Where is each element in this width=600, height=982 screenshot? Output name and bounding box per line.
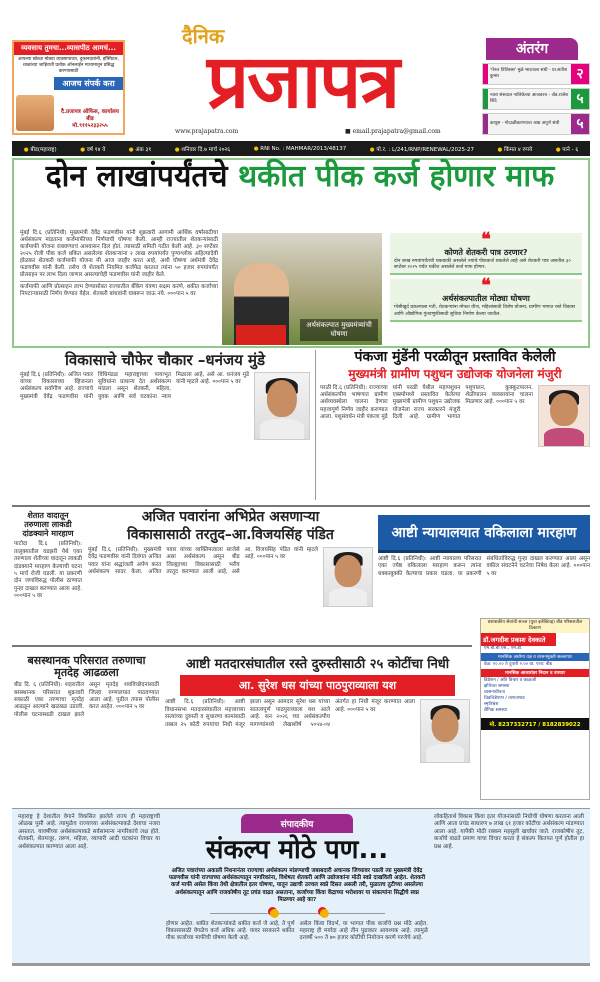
lawyer-story — [378, 515, 590, 578]
editorial-col-right: लोकहितार्थ विकास किंवा इतर योजनांसाठी निधीची घोषणा करताना आली आणि आता प्रचंड साधारण ७ लाख ६१ हजार कोटींचा अर्थसंकल्प मांडण्यात आला आहे. यापैकी मोठी रक्कम महसुली खर्चावर जाते. राजकोषीय तूट, कर्जाचे वाढते प्रमाण याचा विचार करता हे संकल्प कितपत पूर्ण होतील हा प्रश्न आहे. — [434, 814, 584, 850]
ad-section-title: मानसिक आजारांवर निदान व उपचार — [481, 669, 589, 677]
top-advertisement[interactable] — [12, 40, 125, 135]
inside-pages-index — [482, 38, 590, 136]
website-link[interactable]: www.prajapatra.com — [175, 128, 239, 135]
ad-list-item: स्मृतिभ्रंश — [484, 702, 499, 707]
pages: ● पाने - ६ — [556, 145, 579, 153]
ad-cta: आजच संपर्क करा — [54, 77, 123, 90]
pankaja-headline-line1[interactable]: पंकजा मुंडेंनी परळीतून प्रस्तावित केलेली — [354, 349, 556, 365]
postal-reg: ● पो.र. : L/241/RNP/RENEWAL/2025-27 — [370, 145, 474, 153]
page-number: ५ — [571, 114, 589, 134]
ad-list-item: झोपेच्या समस्या — [484, 684, 510, 689]
index-title: अंतरंग — [486, 38, 578, 60]
editorial-col-mid1: होणार आहेत. थकीत शेतकऱ्यांकडे थकीत कर्ज जे आहे, ते पूर्ण विकासासाठी वेगळेच कर्ज अधिक आहे. यावर सरकारने थकीत पीक कर्जाच्या माफीची घोषणा केली आहे. — [166, 920, 295, 942]
editorial-lead: अजित पवारांच्या अकाली निधनानंतर राज्याचा अर्थसंकल्प मांडण्याची जबाबदारी अचानक जिच्यावर पडली त्या मुख्यमंत्री देवेंद्र फडणवीस यांनी राज्याच्या अर्थसंकल्पातून नागरिकांना, विशेषतः शेतकरी आणि उद्योजकांना मोठी स्वप्ने दाखविली आहेत. शेतकरी कर्ज माफी असेल किंवा तेथी क्षेत्रातील इतर घोषणा, यातून उद्याची उज्वल स्वप्ने दिसत असली तरी, मुळातच तुटीच्या असलेल्या अर्थसंकल्पातून आणि राजकोषीय तूट प्रचंड वाढत असताना, कर्जाच्या किंवा केंद्राच्या भरोशावर या संकल्पांना सिद्धीचे स्वप्न मिळणार आहे का? — [168, 867, 426, 904]
section-divider — [12, 505, 590, 507]
quote-title: अर्थसंकल्पातील मोठ्या घोषणा — [442, 294, 530, 304]
lead-continuation: कर्जमाफी आणि प्रोत्साहन लाभ देण्यासोबत राज्यातील बँकिंग यंत्रणा सक्षम करणे, थकीत कर्जाच्या निपटाऱ्यासाठी निर्णय घेण्यात येईल. शेतकरी बांधवांनी घाबरून जाऊ नये. ०००पान ५ वर — [20, 284, 218, 297]
editorial-tag: संपादकीय — [241, 814, 353, 833]
roads-headline[interactable]: आष्टी मतदारसंघातील रस्ते दुरुस्तीसाठी २५ कोटींचा निधी — [185, 657, 450, 672]
editorial-col-mid2: असेल किंवा विदर्भ, या भागात पीक कर्जाचे प्रश्न मोठे आहेत. महाराष्ट्र ही मर्यादा आहे तीन पुढाकार आवश्यक आहे. त्यामुळे दरवर्षी ५०० ते ७० हजार कोटींची नियोजन करणे गरजेचे आहे. — [299, 920, 428, 942]
ad-office: दै.प्रजापत्र ऑफिस, कार्यालय बीड — [61, 109, 119, 122]
editorial-col-left: महाराष्ट्र हे देशातील वेगाने विकसित झालेले राज्य ही महाराष्ट्राची ओळख पुसी आहे. त्यामुळेच राज्याच्या अर्थसंकल्पाकडे देशाचा नजरा असतात. यावर्षीच्या अर्थसंकल्पाकडे सर्वसामान्य नागरिकांचे लक्ष होते. शेतकरी, शेतमजूर, तरुण, महिला, व्यापारी आदी घटकांना विचार या अर्थसंकल्पात करण्यात आला आहे. — [18, 814, 160, 850]
quote-body: दोन लाख रुपयांपर्यंतची थकबाकी असलेले ज्यांचे पीककर्ज थकलेले आहे असे शेतकरी पात्र असतील.३० सप्टेंबर २०२५ पर्यंत थकीत असलेले कर्ज माफ होणार. — [394, 259, 571, 271]
edition-info-bar — [12, 141, 590, 156]
lead-photo — [222, 233, 382, 345]
lawyer-body: आष्टी दि.६ (प्रतिनिधी): आष्टी न्यायालय परिसरात एका ज्येष्ठ वकिलाला मारहाण करून त्यांना धक्काबुक्की केल्याचा प्रकार घडला. या प्रकरणी संबंधितांविरुद्ध गुन्हा दाखल करण्यात आला असून वकील संघटनेने घटनेचा निषेध केला आहे. ०००पान ५ वर — [378, 556, 590, 577]
ad-top-line: प्रशासकीय सेवांची सज्ज (युवा इलेक्टिव्ह) बीड परिसरातील ठिकाण — [481, 619, 589, 633]
price: ● किंमत ४ रुपये — [498, 145, 533, 153]
ad-list-item: व्यसनाधीनता — [484, 690, 506, 695]
pandit-story — [88, 510, 373, 607]
index-item[interactable]: कापूस - गोदाळीकरण्याचा आड अपूर्ण संधी ५ — [482, 113, 590, 135]
farm-assault-story — [14, 512, 82, 601]
lawyer-headline[interactable]: आष्टी न्यायालयात वकिलाला मारहाण — [378, 515, 590, 553]
farm-assault-body: पाटोदा दि.६ (प्रतिनिधी): तालुक्यातील वडझरी येथे एका तरुणाला शेतीच्या वादातून लाकडी दांडक्याने मारहाण केल्याची घटना ५ मार्च रोजी घडली. या प्रकरणी दोन जणांविरुद्ध पोलीस ठाण्यात गुन्हा दाखल करण्यात आला आहे. ०००पान ५ वर — [14, 541, 82, 600]
ad-list-item: डिप्रेशन / अति विचार व काळजी — [484, 678, 537, 683]
editorial-box — [12, 808, 590, 966]
quote-icon: ❝ — [481, 229, 491, 250]
pandit-body: मुंबई दि.६ (प्रतिनिधी): मुख्यमंत्री देवेंद्र फडणवीस यांनी दिवंगत अजित पवार यांना श्रद्धांजली अर्पण करत अर्थसंकल्प सादर केला. अजित पवार यांच्या व्यक्तिमत्वाला साजेसे असा अर्थसंकल्प असून बीड जिल्ह्याच्या विकासासाठी भरीव तरतूद करण्यात आली आहे, असे आ. विजयसिंह पंडित यांनी म्हटले आहे. ०००पान ५ वर — [88, 546, 318, 575]
masthead-logo: प्रजापत्र — [206, 39, 399, 125]
photo-caption: अर्थसंकल्पात मुख्यमंत्र्यांची घोषणा — [300, 319, 378, 341]
page-number: ५ — [571, 89, 589, 109]
masthead-prefix: दैनिक — [182, 24, 225, 48]
ad-specialty: मानसिक आरोग्य तज्ञ व व्यसनमुक्ती सल्लागार — [481, 653, 589, 661]
munde-photo — [254, 372, 310, 440]
pandit-headline-line2[interactable]: विकासासाठी तरतुद–आ.विजयसिंह पंडित — [127, 527, 334, 544]
index-item[interactable]: नवरा संसदाल नालिकेच्या आजवरच - ॲड.राजेश शिंदे ५ — [482, 88, 590, 110]
pankaja-story — [320, 350, 590, 447]
rni-number: ● RNI No. : MAHMAR/2013/48137 — [254, 146, 347, 152]
pankaja-headline-line2[interactable]: मुख्यमंत्री ग्रामीण पशुधन उद्योजक योजनेला मंजुरी — [348, 367, 562, 382]
pandit-photo — [323, 547, 373, 607]
ad-phone: मो. 8237332717 / 8182839022 — [481, 718, 589, 730]
body-found-headline[interactable]: बसस्थानक परिसरात तरुणाचा मृतदेह आढळला — [27, 654, 146, 680]
quote-icon: ❝ — [481, 275, 491, 297]
munde-story — [20, 352, 310, 440]
ad-phone: मो.९११५२३३२५५ — [72, 123, 108, 129]
index-item[interactable]: 'पॅनल तिलिसस' मुळे भारताला संधी - प्रा.सतीश कुमार २ — [482, 63, 590, 85]
pankaja-photo — [538, 385, 590, 447]
ad-list-item: चिडचिडेपणा / ताणतणाव — [484, 696, 525, 701]
quote-body: गोसीखुर्द प्रकल्पाला गती, शेतकऱ्यांना मोफत वीज, महिलांसाठी विशेष योजना, ग्रामीण भागात रस्ते विकास आणि औद्योगिक गुंतवणुकीसाठी सुविधा निर्माण केल्या जातील. — [394, 305, 576, 317]
ad-address: वेळ: १०.०० ते दुपारी २.०० वा. पत्ता: बीड — [484, 662, 552, 667]
farm-assault-headline[interactable]: शेतात वादातून तरुणाला लाकडी दांडक्याने मारहाण — [22, 511, 74, 538]
lead-headline[interactable]: दोन लाखांपर्यंतचे थकीत पीक कर्ज होणार माफ — [45, 159, 555, 194]
ad-title: व्यवसाय तुमचा...व्यासपीठ आमचं... — [14, 42, 123, 55]
roads-body: आष्टी दि.६ (प्रतिनिधी): आष्टी विधानसभा मतदारसंघातील महत्त्वाच्या रस्त्यांच्या दुरुस्ती व सुधारणा कामांसाठी तब्बल २५ कोटी रुपयांचा निधी मंजूर झाला असून आमदार सुरेश धस यांच्या सातत्यपूर्ण पाठपुराव्याला यश आले आहे. सन २०२६ च्या अर्थसंकल्पीय मागण्यांमध्ये लेखाशीर्ष ५०५४-०४ अंतर्गत हा निधी मंजूर करण्यात आला आहे. ०००पान ५ वर — [165, 699, 415, 728]
munde-headline[interactable]: विकासाचे चौफेर चौकार –धनंजय मुंडे — [64, 351, 265, 369]
pandit-headline-line1[interactable]: अजित पवारांना अभिप्रेत असणाऱ्या — [141, 509, 320, 525]
body-found-story — [14, 655, 159, 719]
column-divider — [315, 350, 316, 500]
divider-ornament — [210, 908, 385, 918]
roads-story — [165, 658, 470, 763]
roads-subheadline[interactable]: आ. सुरेश धस यांच्या पाठपुराव्याला यश — [180, 675, 455, 696]
ad-phone-image — [16, 95, 54, 131]
section-divider — [12, 645, 472, 647]
quote-title: कोणते शेतकरी पात्र ठरणार? — [444, 248, 528, 257]
munde-body: मुंबई दि.६ (प्रतिनिधी): अजित पवार यांच्या विकासाच्या व्हिजनला अर्थसंकल्प सर्वांगीण आहे. राज्याचे मुख्यमंत्री देवेंद्र फडणवीस यांनी विधिमंडळ महाराष्ट्राच्या पायाभूत सुविधांना प्राधान्य देत अर्थसंकल्प मांडला असून शेतकरी, महिला, युवक आणि सर्व घटकांना न्याय मिळाला आहे, असे आ. धनंजय मुंडे यांनी म्हटले आहे. ०००पान ५ वर — [20, 371, 249, 400]
quote-box — [390, 229, 582, 275]
ad-description: आपल्या छोट्या मोठ्या व्यवसायाच्या, दुकानदारांनी, हॉस्पिटल, शाळांच्या जाहिराती प्रत्येक ऑनलाईन माध्यमातून प्रसिद्ध करण्यासाठी — [18, 57, 119, 74]
body-found-body: बीड दि. ६ (प्रतिनिधी): शहरातील बसस्थानक परिसरात शुक्रवारी सकाळी एका तरुणाचा मृतदेह आढळून आल्याने खळबळ उडाली. पोलीस घटनास्थळी दाखल झाले असून मृतदेह शवविच्छेदनासाठी जिल्हा रुग्णालयात पाठवण्यात आला आहे. पुढील तपास पोलीस करत आहेत. ०००पान ५ वर — [14, 682, 159, 718]
lead-body: मुंबई दि.६ (प्रतिनिधी) मुख्यमंत्री देवेंद्र फडणवीस यांनी शुक्रवारी आगामी आर्थिक वर्षासाठीचा अर्थसंकल्प मांडताना कर्जमाफीच्या निर्णयाची घोषणा केली. आम्ही राज्यातील शेतकऱ्यांसाठी कर्जमाफी योजना राबवण्याचं आश्वासन दिलं होतं. त्यासाठी समिती गठीत केली आहे. ३० सप्टेंबर २०२५ रोजी पीक कर्ज थकित असलेल्या शेतकऱ्यांना २ लाख रुपयांपर्यंत पुण्यश्लोक अहिल्यादेवी होळकर शेतकरी कर्जमाफी योजना मी आज जाहीर करत आहे, अशी घोषणा अर्थमंत्री देवेंद्र फडणवीस यांनी केली. तसेच जे शेतकरी नियमित कर्जफेड करतात त्यांना ५० हजार रुपयांपर्यंत प्रोत्साहन पर लाभ दिला जाणार असल्याचेही फडणवीस यांनी जाहीर केले. — [20, 230, 218, 278]
ad-list-item: लैंगिक समस्या — [484, 708, 507, 713]
issue: ● अंक ३१ — [129, 145, 151, 153]
doctor-degree: एम.बी.बी.एस., एम.डी. — [484, 646, 523, 651]
place: ● बीड(महाराष्ट्र) — [24, 145, 57, 153]
dhas-photo — [420, 699, 470, 763]
date: ● शनिवार दि.७ मार्च २०२६ — [175, 145, 230, 153]
doctor-name: डॉ.जगदीश प्रकाश देवकाते — [481, 633, 556, 646]
pankaja-body: परळी दि.६ (प्रतिनिधी): राज्याच्या अर्थसंकल्पीय भाषणात ग्रामीण अर्थव्यवस्थेला चालना देणारा महत्त्वपूर्ण निर्णय जाहीर करण्यात आला. पशुसंवर्धन मंत्री पंकजा मुंडे यांनी परळी येथील महापशुधन एक्स्पोमध्ये प्रस्तावित केलेल्या मुख्यमंत्री ग्रामीण पशुधन उद्योजक योजनेला राज्य सरकारने मंजुरी दिली आहे. ग्रामीण भागात पशुपालन, कुक्कुटपालन, शेळीपालन व्यवसायांना चालना मिळणार आहे. ०००पान ५ वर — [320, 384, 533, 421]
email-link[interactable]: ■ email.prajapatra@gmail.com — [345, 128, 441, 135]
clinic-advertisement[interactable] — [480, 618, 590, 800]
editorial-headline[interactable]: संकल्प मोठे पण... — [205, 835, 389, 865]
page-number: २ — [571, 64, 589, 84]
quote-box — [390, 275, 582, 321]
year: ● वर्ष १४ वे — [80, 145, 105, 153]
